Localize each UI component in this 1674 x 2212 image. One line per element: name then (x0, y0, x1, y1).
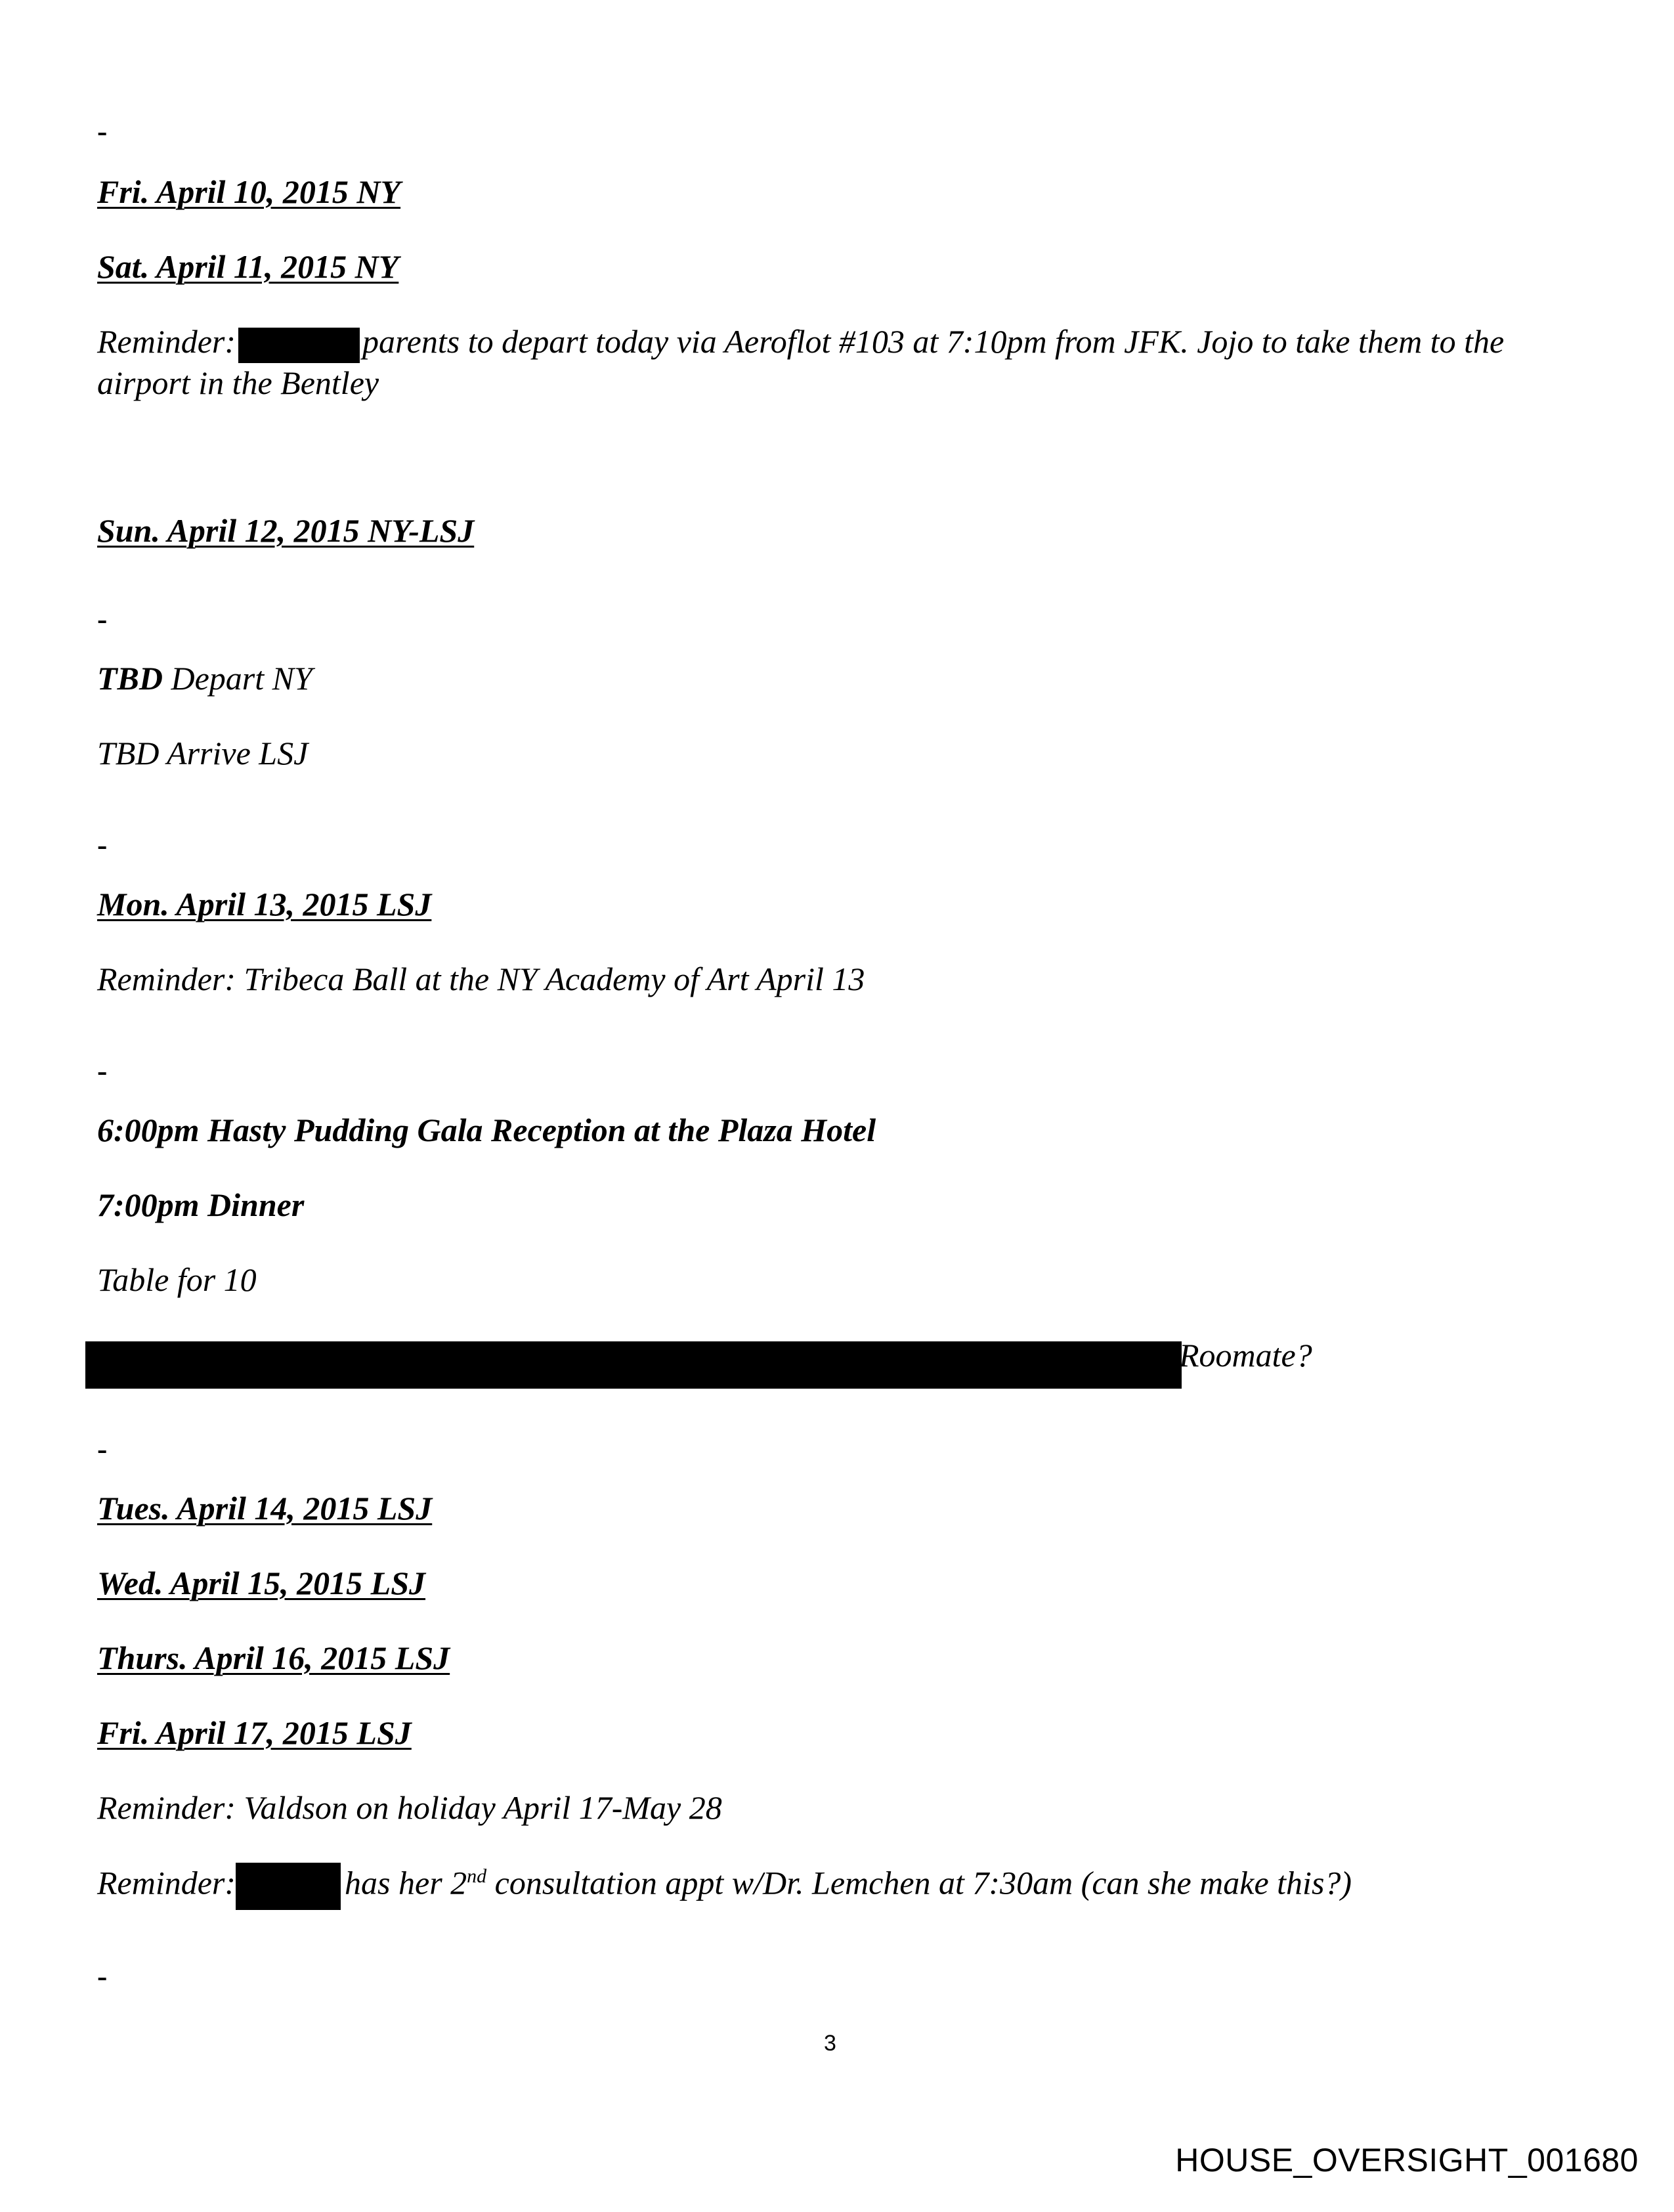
tbd-depart (97, 659, 312, 698)
reminder-valdson: Reminder: Valdson on holiday April 17-May 28 (97, 1789, 722, 1826)
separator-dash: - (97, 1432, 108, 1465)
ordinal-suffix: nd (467, 1865, 487, 1887)
separator-dash: - (97, 1054, 108, 1087)
reminder-parents-text: parents to depart today via Aeroflot #103 at 7:10pm from JFK. Jojo to take them to the airport in the Bentley (97, 323, 1505, 401)
bates-number: HOUSE_OVERSIGHT_001680 (1175, 2142, 1639, 2179)
event-gala-reception: 6:00pm Hasty Pudding Gala Reception at the Plaza Hotel (97, 1112, 876, 1148)
date-heading-sun-apr12: Sun. April 12, 2015 NY-LSJ (97, 512, 475, 549)
roomate-note: Roomate? (1179, 1337, 1312, 1374)
page-number: 3 (824, 2031, 836, 2056)
separator-dash: - (97, 828, 108, 861)
date-heading-fri-apr10: Fri. April 10, 2015 NY (97, 173, 401, 210)
event-dinner: 7:00pm Dinner (97, 1186, 305, 1223)
date-heading-fri-apr17: Fri. April 17, 2015 LSJ (97, 1714, 412, 1751)
separator-dash: - (97, 602, 108, 636)
date-heading-tue-apr14: Tues. April 14, 2015 LSJ (97, 1490, 433, 1527)
redaction-box (238, 328, 360, 363)
date-heading-sat-apr11: Sat. April 11, 2015 NY (97, 248, 399, 285)
separator-dash: - (97, 114, 108, 148)
reminder-consultation-text-a: has her 2 (345, 1864, 467, 1901)
tbd-depart-text: Depart NY (163, 660, 312, 697)
redaction-box (236, 1863, 341, 1910)
separator-dash: - (97, 1959, 108, 1993)
tbd-arrive: TBD Arrive LSJ (97, 735, 309, 771)
reminder-label: Reminder: (97, 1864, 236, 1901)
reminder-consultation-text-b: consultation appt w/Dr. Lemchen at 7:30am (can she make this?) (486, 1864, 1352, 1901)
tbd-label: TBD (97, 660, 163, 697)
date-heading-thu-apr16: Thurs. April 16, 2015 LSJ (97, 1639, 450, 1676)
reminder-parents (97, 322, 1600, 402)
date-heading-wed-apr15: Wed. April 15, 2015 LSJ (97, 1565, 426, 1601)
reminder-consultation (97, 1863, 1352, 1910)
redaction-bar (85, 1341, 1182, 1389)
reminder-label: Reminder: (97, 323, 236, 360)
reminder-tribeca: Reminder: Tribeca Ball at the NY Academy of Art April 13 (97, 961, 865, 997)
date-heading-mon-apr13: Mon. April 13, 2015 LSJ (97, 886, 432, 922)
table-note: Table for 10 (97, 1261, 257, 1298)
